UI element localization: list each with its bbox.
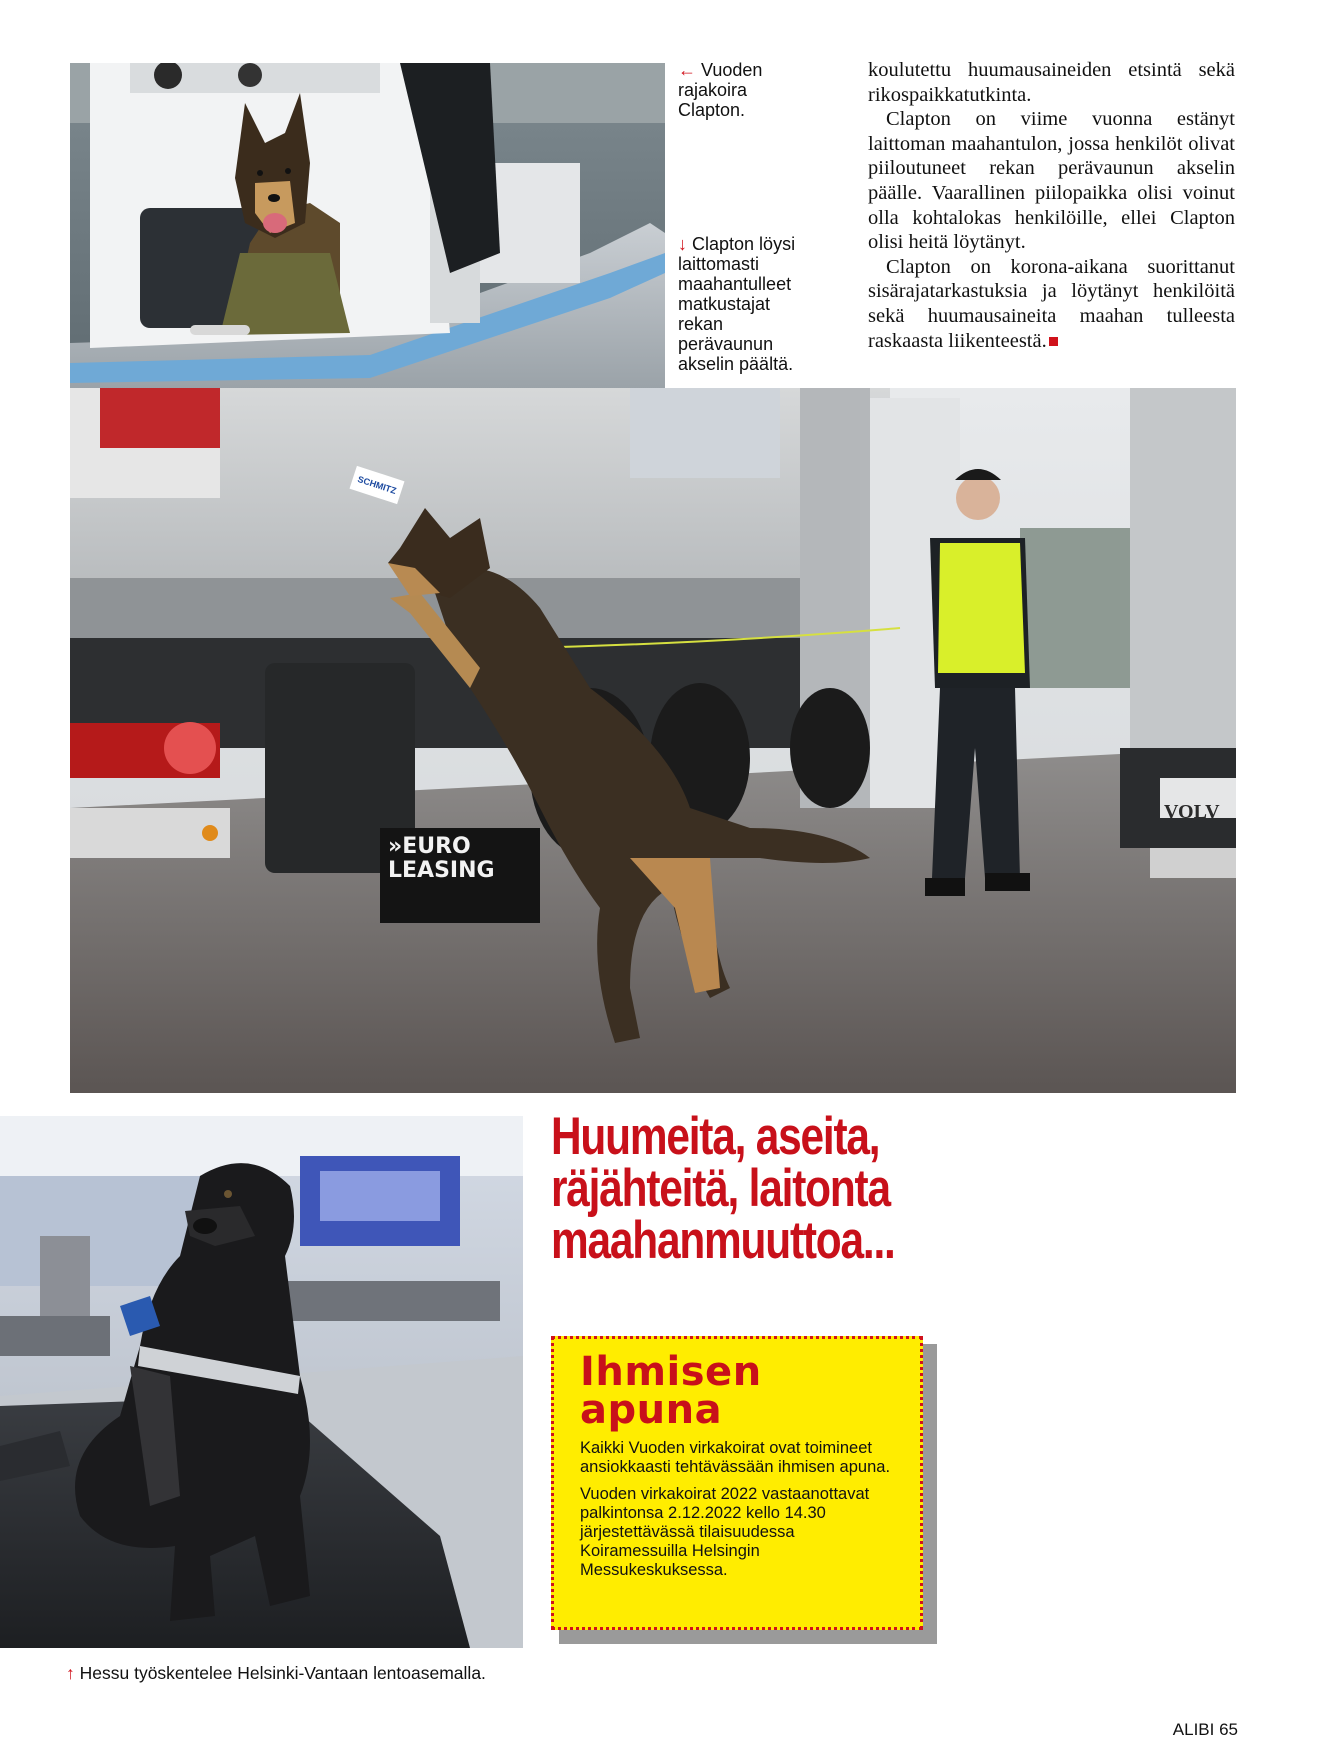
caption-top-dog: ← Vuoden rajakoira Clapton. — [678, 60, 763, 120]
headline: Huumeita, aseita, räjähteitä, laitonta maahanmuuttoa... — [551, 1107, 895, 1270]
article-body — [868, 58, 1235, 353]
arrow-left-icon: ← — [678, 60, 696, 80]
page-folio: ALIBI 65 — [1172, 1720, 1238, 1739]
chevron-right-icon: » — [388, 834, 403, 859]
caption-bottom-dog: ↑ Hessu työskentelee Helsinki-Vantaan lentoasemalla. — [66, 1663, 486, 1683]
infobox-paragraph: Vuoden virkakoirat 2022 vastaanottavat palkintonsa 2.12.2022 kello 14.30 järjestettävässä tilaisuudessa Koiramessuilla Helsingin Messukeskuksessa. — [580, 1485, 870, 1579]
arrow-up-icon: ↑ — [66, 1663, 75, 1683]
article-paragraph: Clapton on viime vuonna estänyt laittoman maahantulon, jossa henkilöt olivat piiloutuneet rekan perävaunun akselin päälle. Vaarallinen piilopaikka olisi voinut olla kohtalokas henkilöille, ellei Clapton olisi heitä löytänyt. — [868, 108, 1235, 254]
photo-hessu-airport — [0, 1116, 523, 1648]
arrow-down-icon: ↓ — [678, 234, 687, 254]
infobox — [551, 1336, 923, 1630]
infobox-paragraph: Kaikki Vuoden virkakoirat ovat toimineet ansiokkaasti tehtävässään ihmisen apuna. — [580, 1439, 891, 1476]
end-mark-icon — [1049, 337, 1058, 346]
caption-truck: ↓ Clapton löysi laittomasti maahantulleet matkustajat rekan perävaunun akselin päältä. — [678, 234, 796, 374]
truck-brand: VOLV — [1164, 802, 1220, 822]
photo-clapton-boat — [70, 63, 665, 390]
photo-clapton-truck — [70, 388, 1236, 1093]
trailer-sticker: SCHMITZ — [350, 466, 405, 504]
article-paragraph: koulutettu huumausaineiden etsintä sekä rikospaikkatutkinta. — [868, 59, 1235, 106]
infobox-title: Ihmisen apuna — [580, 1349, 762, 1433]
article-paragraph: Clapton on korona-aikana suorittanut sisärajatarkastuksia ja löytänyt henkilöitä sekä huumausaineita maahan tulleesta raskaasta liikenteestä. — [868, 255, 1235, 352]
mudflap-brand: »EURO LEASING — [388, 834, 495, 883]
